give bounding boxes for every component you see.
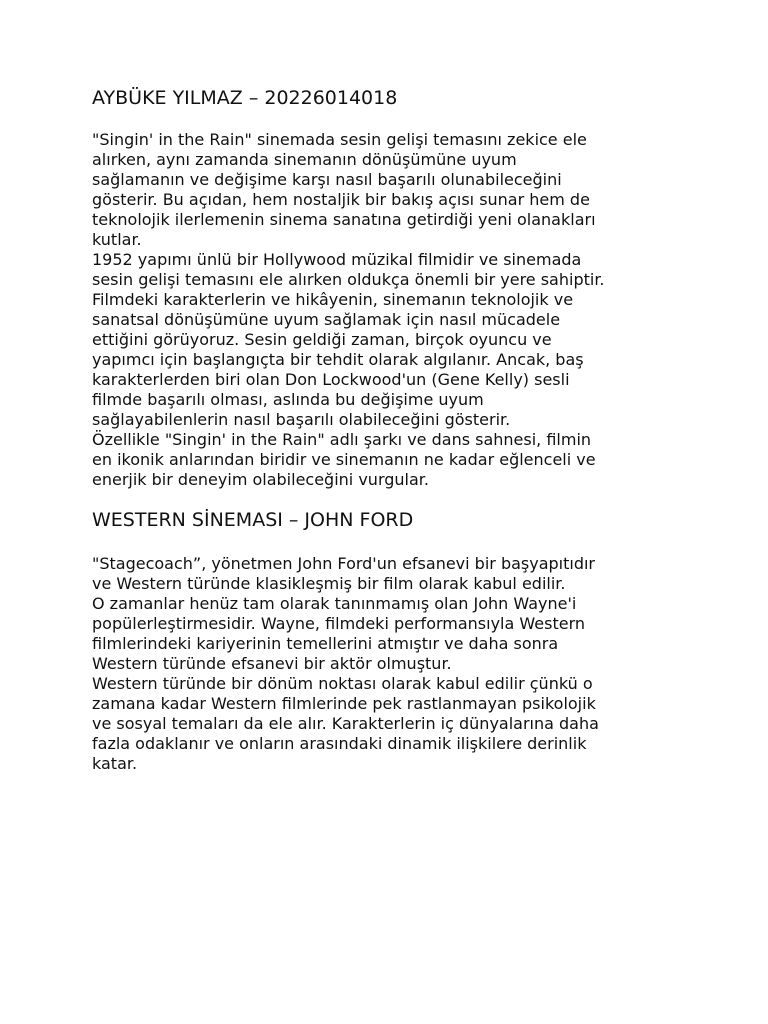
text-line: sesin gelişi temasını ele alırken oldukça önemli bir yere sahiptir. bbox=[92, 270, 605, 289]
text-line: 1952 yapımı ünlü bir Hollywood müzikal filmidir ve sinemada bbox=[92, 250, 582, 269]
text-line: "Singin' in the Rain" sinemada sesin gelişi temasını zekice ele bbox=[92, 130, 587, 149]
text-line: ve Western türünde klasikleşmiş bir film olarak kabul edilir. bbox=[92, 574, 566, 593]
text-line: Filmdeki karakterlerin ve hikâyenin, sinemanın teknolojik ve bbox=[92, 290, 574, 309]
text-line: en ikonik anlarından biridir ve sinemanın ne kadar eğlenceli ve bbox=[92, 450, 596, 469]
text-line: gösterir. Bu açıdan, hem nostaljik bir bakış açısı sunar hem de bbox=[92, 190, 590, 209]
text-line: teknolojik ilerlemenin sinema sanatına getirdiği yeni olanakları bbox=[92, 210, 596, 229]
document-page bbox=[92, 86, 692, 774]
section-heading-western: WESTERN SİNEMASI – JOHN FORD bbox=[92, 509, 414, 531]
text-line: sağlamanın ve değişime karşı nasıl başarılı olunabileceğini bbox=[92, 170, 562, 189]
document-title: AYBÜKE YILMAZ – 20226014018 bbox=[92, 87, 398, 109]
text-line: popülerleştirmesidir. Wayne, filmdeki performansıyla Western bbox=[92, 614, 586, 633]
text-line: fazla odaklanır ve onların arasındaki dinamik ilişkilere derinlik bbox=[92, 734, 587, 753]
text-line: O zamanlar henüz tam olarak tanınmamış olan John Wayne'i bbox=[92, 594, 577, 613]
text-line: yapımcı için başlangıçta bir tehdit olarak algılanır. Ancak, baş bbox=[92, 350, 584, 369]
text-line: sağlayabilenlerin nasıl başarılı olabileceğini gösterir. bbox=[92, 410, 511, 429]
text-line: Western türünde efsanevi bir aktör olmuştur. bbox=[92, 654, 452, 673]
text-line: "Stagecoach”, yönetmen John Ford'un efsanevi bir başyapıtıdır bbox=[92, 554, 596, 573]
text-line: katar. bbox=[92, 754, 138, 773]
text-line: kutlar. bbox=[92, 230, 142, 249]
text-line: sanatsal dönüşümüne uyum sağlamak için nasıl mücadele bbox=[92, 310, 561, 329]
text-line: karakterlerden biri olan Don Lockwood'un (Gene Kelly) sesli bbox=[92, 370, 570, 389]
text-line: Western türünde bir dönüm noktası olarak kabul edilir çünkü o bbox=[92, 674, 593, 693]
text-line: filmde başarılı olması, aslında bu değişime uyum bbox=[92, 390, 484, 409]
paragraph-stagecoach bbox=[92, 554, 692, 774]
text-line: Özellikle "Singin' in the Rain" adlı şarkı ve dans sahnesi, filmin bbox=[92, 430, 592, 449]
text-line: zamana kadar Western filmlerinde pek rastlanmayan psikolojik bbox=[92, 694, 596, 713]
text-line: ettiğini görüyoruz. Sesin geldiği zaman, birçok oyuncu ve bbox=[92, 330, 552, 349]
text-line: enerjik bir deneyim olabileceğini vurgular. bbox=[92, 470, 429, 489]
text-line: alırken, aynı zamanda sinemanın dönüşümüne uyum bbox=[92, 150, 517, 169]
text-line: filmlerindeki kariyerinin temellerini atmıştır ve daha sonra bbox=[92, 634, 559, 653]
paragraph-singin-in-the-rain bbox=[92, 130, 692, 490]
text-line: ve sosyal temaları da ele alır. Karakterlerin iç dünyalarına daha bbox=[92, 714, 599, 733]
